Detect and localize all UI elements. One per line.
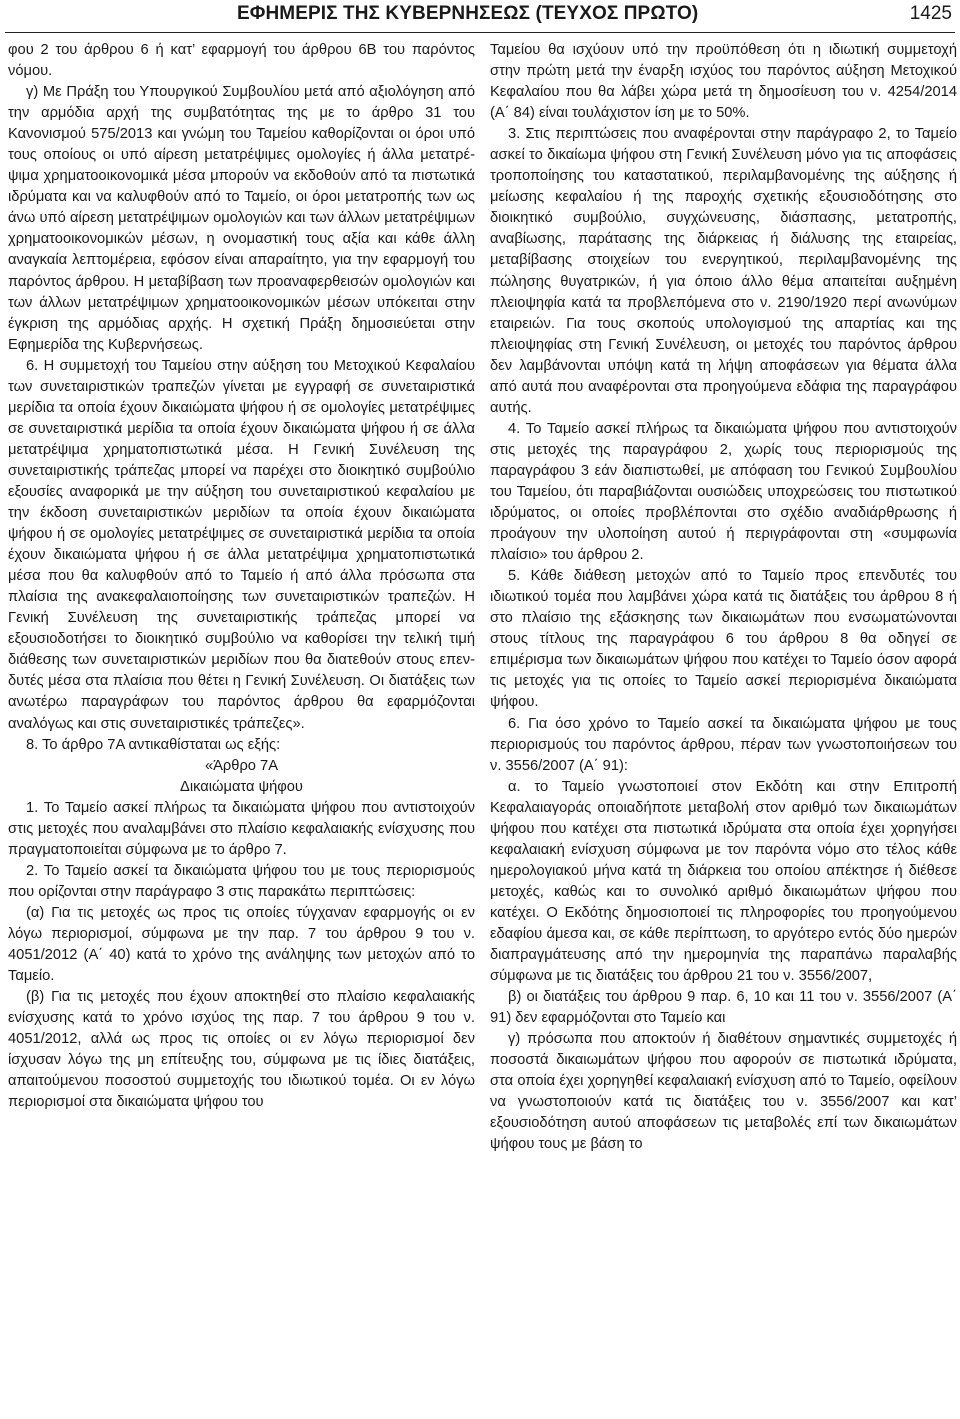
paragraph: β) οι διατάξεις του άρθρου 9 παρ. 6, 10 και 11 του ν. 3556/2007 (Α΄ 91) δεν εφαρμόζονται στο Ταμείο και xyxy=(490,989,957,1027)
paragraph: γ) πρόσωπα που αποκτούν ή διαθέτουν σημαντικές συμμετοχές ή ποσοστά δικαιωμάτων ψήφου που αφορούν σε πιστωτικά ιδρύματα, στα οποία έχει χορηγηθεί κεφαλαιακή ενίσχυση από το Ταμείο, οφείλουν να γνωστοποιούν κατά τις διατάξεις του ν. 3556/2007 και κατ’ εξουσιοδότηση αυτού αποφάσεων τις μεταβολές επί των δικαιωμάτων ψήφου τους με βάση το xyxy=(490,1031,957,1153)
paragraph: 3. Στις περιπτώσεις που αναφέρονται στην παράγραφο 2, το Ταμείο ασκεί το δικαίωμα ψήφου στη Γενική Συνέλευση μόνο για τις αποφάσεις τροποποίησης του καταστατικού, περιλαμβανομένης της αύξησης ή μείωσης κεφαλαίου ή της παροχής σχετικής εξουσιοδότησης στο διοικητικό συμβούλιο, συγχώνευσης, διάσπασης, μετατροπής, αναβίωσης, παράτασης της διάρκειας ή διάλυσης της εταιρείας, μεταβίβασης στοιχείων του ενεργητικού, περιλαμβανομένης της πώλησης θυγατρικών, ή για όποιο άλλο θέμα απαιτείται αυξημένη πλειοψηφία κατά τα προβλεπόμενα στο ν. 2190/1920 περί ανωνύμων εταιρειών. Για τους σκοπούς υπολογισμού της απαρτίας και της πλειοψηφίας στη Γενική Συνέλευση, οι μετοχές του παρόντος άρθρου δεν λαμβάνονται υπόψη κατά τη λήψη αποφάσεων για θέματα άλλα από αυτά που αναφέρονται στα προηγούμενα εδάφια της παραγράφου αυτής. xyxy=(490,126,957,416)
header-divider xyxy=(5,32,955,33)
paragraph: 8. Το άρθρο 7Α αντικαθίσταται ως εξής: xyxy=(26,736,281,753)
paragraph: 2. Το Ταμείο ασκεί τα δικαιώματα ψήφου του με τους περιορισμούς που ορίζονται στην παράγραφο 3 στις παρακάτω περιπτώσεις: xyxy=(8,862,475,900)
paragraph: α. το Ταμείο γνωστοποιεί στον Εκδότη και στην Επιτροπή Κεφαλαιαγοράς οποιαδήποτε μεταβολή στον αριθμό των δικαιωμάτων ψήφου που κατέχει στα πιστωτικά ιδρύματα στα οποία έχει χορηγήσει κεφαλαιακή ενίσχυση σύμφωνα με τον παρόντα νόμο στο τέλος κάθε ημερολογιακού μήνα κατά τη διάρκεια του οποίου απέκτησε ή διέθεσε μετοχές, καθώς και το συνολικό αριθμό δικαιωμάτων ψήφου που κατέχει. Ο Εκδότης δημοσιοποιεί τις πληροφορίες του προηγούμενου εδαφίου άμεσα και, σε κάθε περίπτωση, το αργότερο εντός δύο ημερών διαπραγμάτευσης από την ημερομηνία της παραπάνω παραλαβής σύμφωνα με τις διατάξεις του άρθρου 21 του ν. 3556/2007, xyxy=(490,778,957,985)
paragraph: (α) Για τις μετοχές ως προς τις οποίες τύγχαναν εφαρμογής οι εν λόγω περιορισμοί, σύμφωνα με την παρ. 7 του άρθρου 9 του ν. 4051/2012 (Α΄ 40) κατά το χρόνο της ανάληψης των μετοχών από το Ταμείο. xyxy=(8,904,475,985)
paragraph: «Άρθρο 7Α xyxy=(204,757,279,774)
paragraph: (β) Για τις μετοχές που έχουν αποκτηθεί στο πλαίσιο κεφαλαιακής ενίσχυσης κατά το χρόνο ισχύος της παρ. 7 του άρθρου 9 του ν. 4051/2012, αλλά ως προς τις οποίες οι εν λόγω περιορισμοί δεν ίσχυσαν λόγω της μη επίτευξης του, σύμφωνα με τις ίδιες διατάξεις, απαιτούμενου ποσοστού συμμετοχής του ιδιωτικού τομέα. Οι εν λόγω περιορισμοί στα δικαιώματα ψήφου του xyxy=(8,989,475,1111)
page-header xyxy=(0,0,960,32)
right-column xyxy=(490,40,957,1155)
paragraph: φου 2 του άρθρου 6 ή κατ’ εφαρμογή του άρθρου 6Β του παρόντος νόμου. xyxy=(8,42,475,80)
paragraph: 4. Το Ταμείο ασκεί πλήρως τα δικαιώματα ψήφου που αντιστοιχούν στις μετοχές της παραγράφου 2, χωρίς τους περιορισμούς της παραγράφου 3 εάν διαπιστωθεί, με απόφαση του Γενικού Συμβουλίου του Ταμείου, ότι παραβιάζονται ουσιώδεις υποχρεώσεις του πιστωτικού ιδρύματος, οι οποίες προβλέπονται στο σχέδιο αναδιάρθρωσης ή προάγουν την υλοποίηση αυτού ή περιγράφονται στη «συμφωνία πλαίσιο» του άρθρου 2. xyxy=(490,420,957,564)
gazette-title: ΕΦΗΜΕΡΙΣ ΤΗΣ ΚΥΒΕΡΝΗΣΕΩΣ (ΤΕΥΧΟΣ ΠΡΩΤΟ) xyxy=(237,3,699,24)
page-number: 1425 xyxy=(909,3,952,24)
paragraph: 1. Το Ταμείο ασκεί πλήρως τα δικαιώματα ψήφου που αντιστοιχούν στις μετοχές που αναλαμβάνει στο πλαίσιο κεφαλαιακής ενίσχυσης που πραγματοποιείται σύμφωνα με το άρθρο 7. xyxy=(8,799,475,858)
paragraph: 6. Για όσο χρόνο το Ταμείο ασκεί τα δικαιώματα ψήφου με τους περιορισμούς του παρόντος άρθρου, πέραν των γνωστοποιήσεων του ν. 3556/2007 (Α΄ 91): xyxy=(490,715,957,774)
paragraph: 6. Η συμμετοχή του Ταμείου στην αύξηση του Μετοχικού Κεφαλαίου των συνεταιριστικών τραπεζών γίνεται με εγγραφή σε συνεταιριστικά μερίδια τα οποία έχουν δικαιώματα ψήφου ή σε ομολογίες μετατρέψιμες σε συνεταιριστικά μερίδια τα οποία έχουν δικαιώματα ψήφου ή σε άλλα μετατρέψιμα χρηματοπιστωτικά μέσα. Η Γενική Συνέλευση της συνεταιριστικής τράπεζας μπορεί να παρέχει στο διοικητικό συμβούλιο εξουσίες αναφορικά με την αύξηση του συνεταιριστικού κεφαλαίου με την έκδοση συνεταιριστικών μεριδίων τα οποία έχουν δικαιώματα ψήφου ή σε ομολογίες μετατρέψιμες σε συνεταιριστικά μερίδια τα οποία έχουν δικαιώματα ψήφου ή σε άλλα μετατρέψιμα χρηματοπιστωτικά μέσα που θα καλυφθούν από το Ταμείο ή από άλλα πρόσωπα στα πλαίσια της ανακεφαλαιοποίησης των συνεταιριστικών τραπεζών. Η Γενική Συνέλευση της συνεταιριστικής τράπεζας μπορεί να εξουσιοδοτήσει το διοικητικό συμβούλιο να καθορίσει την τελική τιμή διάθεσης των συνεταιριστικών μεριδίων που θα διατεθούν στους επενδυτές μέσα στα πλαίσια που θέτει η Γενική Συνέλευση. Οι διατάξεις των ανωτέρω παραγράφων του παρόντος άρθρου θα εφαρμόζονται αναλόγως και στις συνεταιριστικές τράπεζες». xyxy=(8,357,475,732)
paragraph: γ) Με Πράξη του Υπουργικού Συμβουλίου μετά από αξιολόγηση από την αρμόδια αρχή της συμβατότητας της με το άρθρο 31 του Κανονισμού 575/2013 και γνώμη του Ταμείου καθορίζονται οι όροι υπό τους οποίους οι υπό αίρεση μετατρέψιμες ομολογίες ή άλλα μετατρέψιμα χρηματοοικονομικά μέσα μπορούν να εκδοθούν από τα πιστωτικά ιδρύματα και να καλυφθούν από το Ταμείο, οι όροι μετατροπής των ως άνω υπό αίρεση μετατρέψιμων ομολογιών και των άλλων μετατρέψιμων χρηματοοικονομικών μέσων, η ονομαστική τους αξία και κάθε άλλη αναγκαία λεπτομέρεια, εφόσον είναι απαραίτητο, για την εφαρμογή του παρόντος άρθρου. Η μεταβίβαση των προαναφερθεισών ομολογιών και των άλλων μετατρέψιμων χρηματοοικονομικών μέσων υπόκειται στην έγκριση της αρμόδιας αρχής. Η σχετική Πράξη δημοσιεύεται στην Εφημερίδα της Κυβερνήσεως. xyxy=(8,84,475,353)
paragraph: 5. Κάθε διάθεση μετοχών από το Ταμείο προς επενδυτές του ιδιωτικού τομέα που λαμβάνει χώρα κατά τις διατάξεις του άρθρου 8 ή στο πλαίσιο της εξάσκησης των δικαιωμάτων που ενσωματώνονται στους τίτλους της παραγράφου 6 του άρθρου 8 θα οδηγεί σε επιμέρισμα των δικαιωμάτων ψήφου που κατέχει το Ταμείο όσον αφορά τις μετοχές για τις οποίες το Ταμείο ασκεί περιορισμένα δικαιώματα ψήφου. xyxy=(490,568,957,711)
left-column xyxy=(8,40,475,1113)
paragraph: Δικαιώματα ψήφου xyxy=(180,778,303,795)
paragraph: Ταμείου θα ισχύουν υπό την προϋπόθεση ότι η ιδιωτική συμμετοχή στην πρώτη μετά την έναρξη ισχύος του παρόντος αύξηση Μετοχικού Κεφαλαίου που θα λάβει χώρα μετά τη δημοσίευση του ν. 4254/2014 (Α΄ 84) είναι τουλάχιστον ίση με το 50%. xyxy=(490,42,957,122)
